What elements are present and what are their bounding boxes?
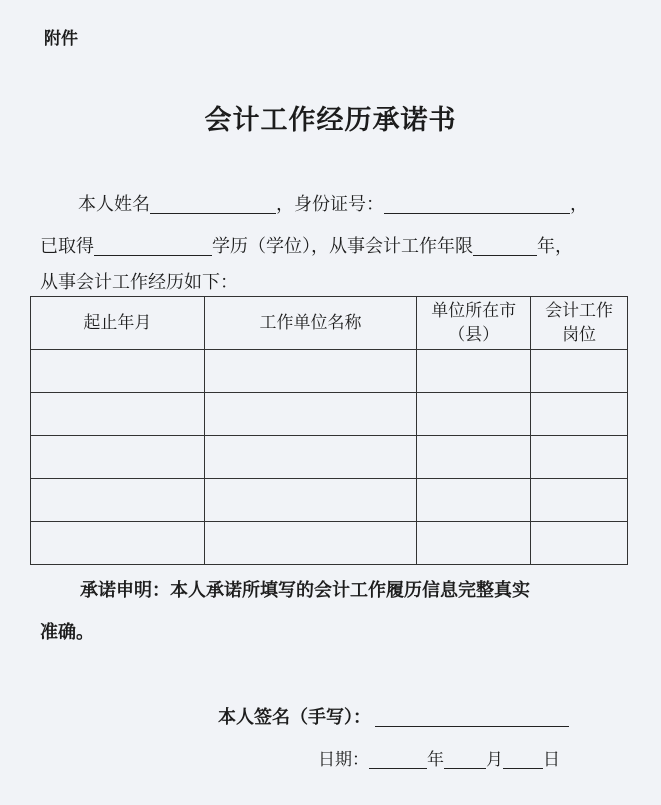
statement-line-2: 准确。 [40, 622, 94, 643]
id-number-blank[interactable] [384, 195, 570, 214]
id-label: ，身份证号： [276, 194, 384, 215]
table-cell[interactable] [204, 479, 417, 522]
degree-blank[interactable] [94, 237, 212, 256]
table-cell[interactable] [31, 479, 205, 522]
table-cell[interactable] [31, 436, 205, 479]
years-label: 年， [537, 236, 573, 257]
table-row [31, 436, 628, 479]
month-label: 月 [486, 750, 503, 770]
intro-line-2 [40, 232, 573, 258]
table-cell[interactable] [204, 393, 417, 436]
table-cell[interactable] [417, 350, 531, 393]
years-blank[interactable] [473, 237, 537, 256]
col-header-position [531, 297, 628, 350]
table-cell[interactable] [417, 479, 531, 522]
table-row [31, 393, 628, 436]
table-cell[interactable] [31, 522, 205, 565]
day-blank[interactable] [503, 750, 543, 769]
signature-label: 本人签名（手写）： [218, 707, 371, 728]
table-cell[interactable] [417, 393, 531, 436]
signature-blank[interactable] [375, 708, 569, 727]
table-cell[interactable] [204, 522, 417, 565]
year-label: 年 [427, 750, 444, 770]
col-header-location [417, 297, 531, 350]
col-header-location-line1: 单位所在市 [431, 301, 517, 321]
table-cell[interactable] [417, 522, 531, 565]
table-cell[interactable] [531, 350, 628, 393]
table-cell[interactable] [204, 436, 417, 479]
table-row [31, 350, 628, 393]
line1-end: ， [570, 194, 588, 215]
table-cell[interactable] [204, 350, 417, 393]
date-label: 日期： [318, 750, 369, 770]
date-line [318, 745, 560, 770]
signature-line [218, 703, 569, 729]
obtained-label: 已取得 [40, 236, 94, 257]
table-cell[interactable] [31, 393, 205, 436]
col-header-employer: 工作单位名称 [204, 297, 417, 350]
col-header-location-line2: （县） [448, 325, 500, 345]
table-cell[interactable] [531, 436, 628, 479]
table-cell[interactable] [417, 436, 531, 479]
table-row [31, 522, 628, 565]
table-cell[interactable] [531, 479, 628, 522]
col-header-position-line2: 岗位 [562, 325, 597, 345]
degree-label: 学历（学位），从事会计工作年限 [212, 236, 473, 257]
statement-line-1: 承诺申明：本人承诺所填写的会计工作履历信息完整真实 [80, 580, 530, 601]
table-cell[interactable] [31, 350, 205, 393]
table-cell[interactable] [531, 522, 628, 565]
document-title: 会计工作经历承诺书 [204, 105, 457, 136]
attachment-label: 附件 [44, 29, 78, 49]
col-header-position-line1: 会计工作 [545, 301, 614, 321]
day-label: 日 [543, 750, 560, 770]
month-blank[interactable] [444, 750, 486, 769]
table-row [31, 479, 628, 522]
work-history-table [30, 296, 628, 565]
table-header-row [31, 297, 628, 350]
name-blank[interactable] [150, 195, 276, 214]
name-label: 本人姓名 [78, 194, 150, 215]
col-header-period: 起止年月 [31, 297, 205, 350]
history-label: 从事会计工作经历如下： [40, 272, 238, 293]
intro-line-1 [78, 190, 588, 216]
year-blank[interactable] [369, 750, 427, 769]
table-cell[interactable] [531, 393, 628, 436]
